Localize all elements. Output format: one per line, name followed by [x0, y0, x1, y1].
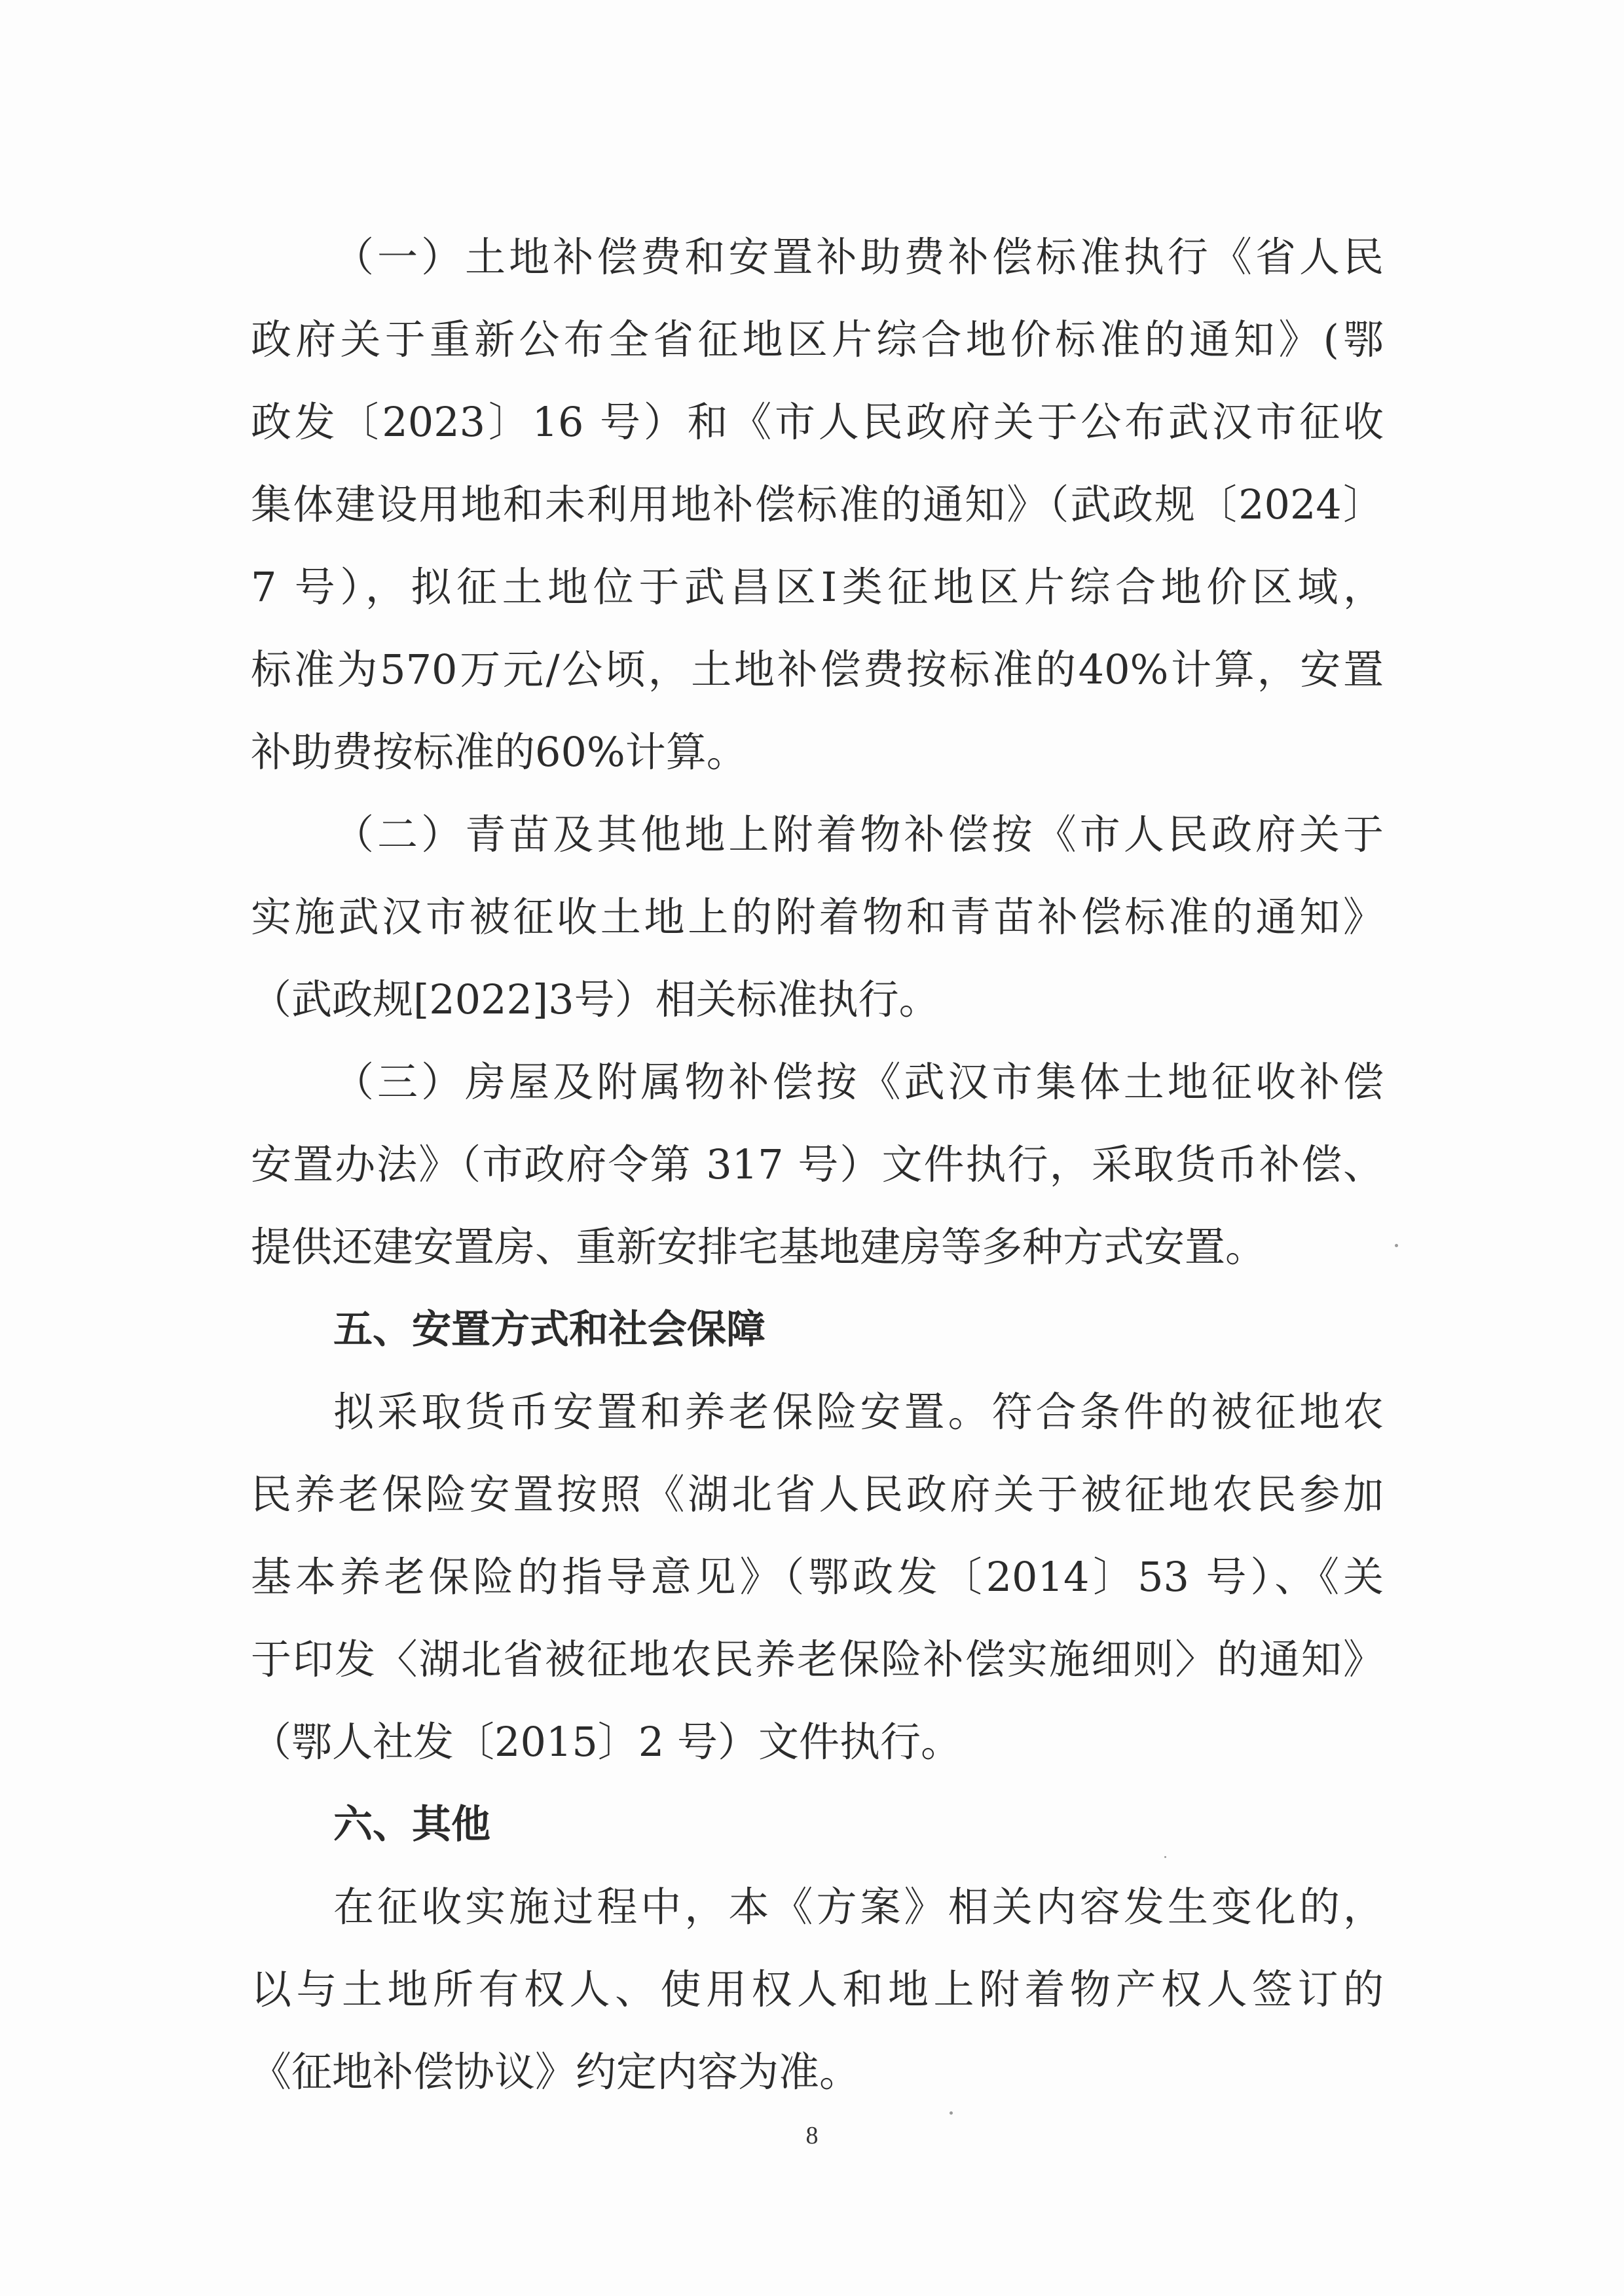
scan-speck — [1164, 1856, 1166, 1858]
paragraph-house-compensation — [251, 1041, 1384, 1288]
text-line: 于印发〈湖北省被征地农民养老保险补偿实施细则〉的通知》 — [251, 1635, 1384, 1683]
text-line: 拟采取货币安置和养老保险安置。符合条件的被征地农 — [333, 1388, 1384, 1436]
text-line: 标准为570万元/公顷，土地补偿费按标准的40%计算，安置 — [251, 646, 1384, 693]
text-line: 《征地补偿协议》约定内容为准。 — [251, 2048, 860, 2096]
section-heading-other: 六、其他 — [333, 1802, 490, 1848]
text-line: 基本养老保险的指导意见》（鄂政发〔2014〕53 号）、《关 — [251, 1553, 1384, 1601]
text-line: 以与土地所有权人、使用权人和地上附着物产权人签订的 — [251, 1965, 1384, 2013]
text-line: （鄂人社发〔2015〕2 号）文件执行。 — [251, 1718, 961, 1766]
section-heading-resettlement: 五、安置方式和社会保障 — [333, 1307, 766, 1353]
text-line: 补助费按标准的60%计算。 — [251, 728, 747, 776]
paragraph-land-compensation — [251, 216, 1384, 793]
text-line: 实施武汉市被征收土地上的附着物和青苗补偿标准的通知》 — [251, 893, 1384, 941]
text-line: 在征收实施过程中，本《方案》相关内容发生变化的， — [333, 1883, 1384, 1931]
text-line: （二）青苗及其他地上附着物补偿按《市人民政府关于 — [333, 811, 1384, 858]
text-line: （三）房屋及附属物补偿按《武汉市集体土地征收补偿 — [333, 1058, 1384, 1106]
text-line: 安置办法》（市政府令第 317 号）文件执行，采取货币补偿、 — [251, 1140, 1384, 1188]
scan-speck — [1395, 1244, 1398, 1247]
text-line: 集体建设用地和未利用地补偿标准的通知》（武政规〔2024〕 — [251, 481, 1384, 528]
text-line: （武政规[2022]3号）相关标准执行。 — [251, 975, 940, 1023]
text-line: 民养老保险安置按照《湖北省人民政府关于被征地农民参加 — [251, 1470, 1384, 1518]
text-line: 政府关于重新公布全省征地区片综合地价标准的通知》(鄂 — [251, 316, 1384, 363]
document-body — [251, 216, 1384, 2113]
paragraph-crop-compensation — [251, 793, 1384, 1041]
paragraph-social-security — [251, 1371, 1384, 1783]
paragraph-other — [251, 1866, 1384, 2113]
scan-speck — [950, 2111, 953, 2115]
page-number: 8 — [805, 2122, 819, 2149]
text-line: 7 号），拟征土地位于武昌区I类征地区片综合地价区域， — [251, 563, 1384, 611]
text-line: 政发〔2023〕16 号）和《市人民政府关于公布武汉市征收 — [251, 398, 1384, 446]
text-line: 提供还建安置房、重新安排宅基地建房等多种方式安置。 — [251, 1223, 1266, 1271]
text-line: （一）土地补偿费和安置补助费补偿标准执行《省人民 — [333, 233, 1384, 281]
